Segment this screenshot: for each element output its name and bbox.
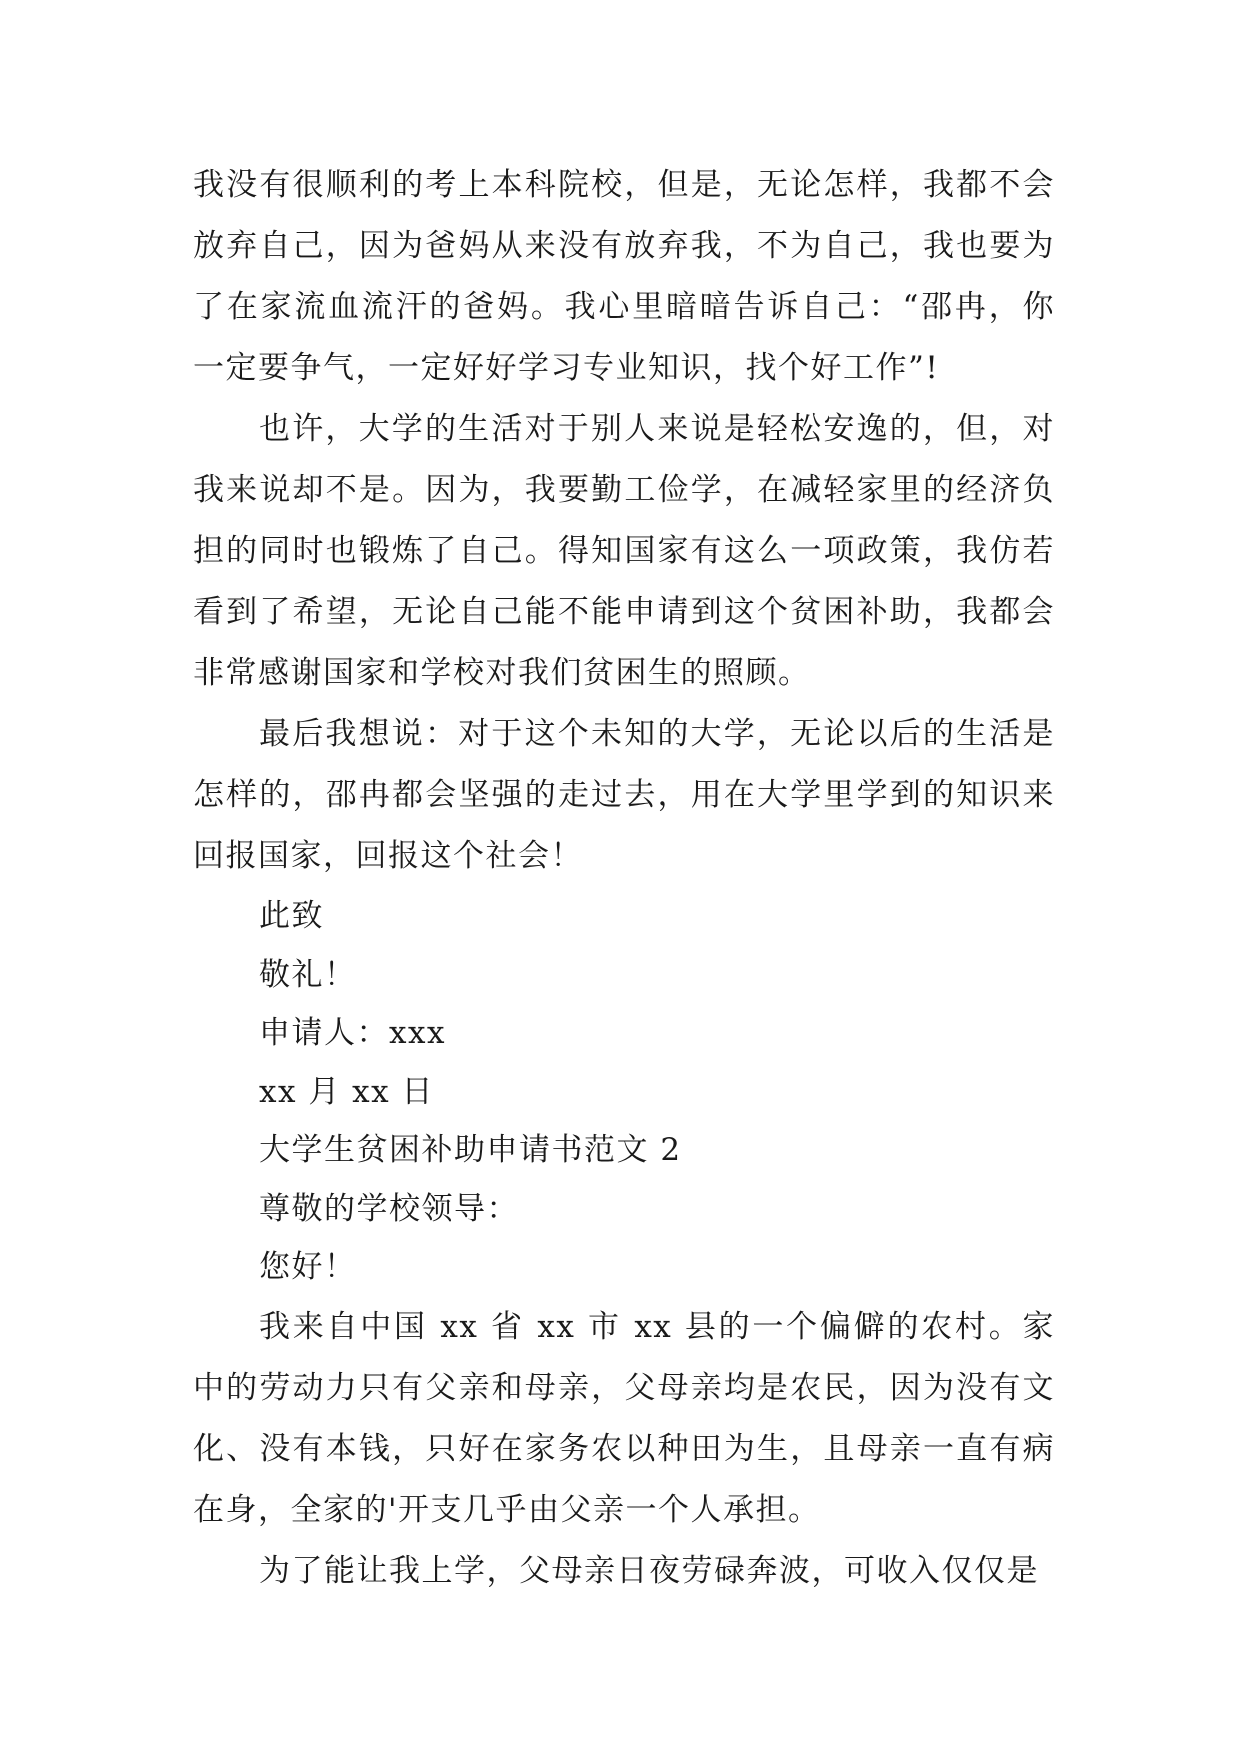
paragraph-family-background: 我来自中国 xx 省 xx 市 xx 县的一个偏僻的农村。家中的劳动力只有父亲和母亲，父母亲均是农民，因为没有文化、没有本钱，只好在家务农以种田为生，且母亲一直有病在身，全家的'开支几乎由父亲一个人承担。 — [193, 1308, 1055, 1528]
paragraph-college-life: 也许，大学的生活对于别人来说是轻松安逸的，但，对我来说却不是。因为，我要勤工俭学，在减轻家里的经济负担的同时也锻炼了自己。得知国家有这么一项政策，我仿若看到了希望，无论自己能不能申请到这个贫困补助，我都会非常感谢国家和学校对我们贫困生的照顾。 — [193, 411, 1055, 691]
closing-line-cizhi: 此致 — [259, 898, 324, 934]
greeting: 您好！ — [259, 1249, 357, 1285]
document-page — [193, 155, 1055, 1602]
applicant-signature: 申请人：xxx — [259, 1015, 446, 1051]
letter-date: xx 月 xx 日 — [259, 1073, 434, 1110]
closing-line-jingli: 敬礼！ — [259, 956, 357, 993]
paragraph-parents-effort: 为了能让我上学，父母亲日夜劳碌奔波，可收入仅仅是 — [259, 1552, 1039, 1589]
salutation: 尊敬的学校领导： — [259, 1190, 519, 1227]
paragraph-conclusion: 最后我想说：对于这个未知的大学，无论以后的生活是怎样的，邵冉都会坚强的走过去，用在大学里学到的知识来回报国家，回报这个社会！ — [193, 716, 1055, 874]
paragraph-continuation: 我没有很顺利的考上本科院校，但是，无论怎样，我都不会放弃自己，因为爸妈从来没有放弃我，不为自己，我也要为了在家流血流汗的爸妈。我心里暗暗告诉自己：“邵冉，你一定要争气，一定好好学习专业知识，找个好工作”! — [193, 167, 1055, 386]
second-letter-title: 大学生贫困补助申请书范文 2 — [259, 1132, 682, 1168]
